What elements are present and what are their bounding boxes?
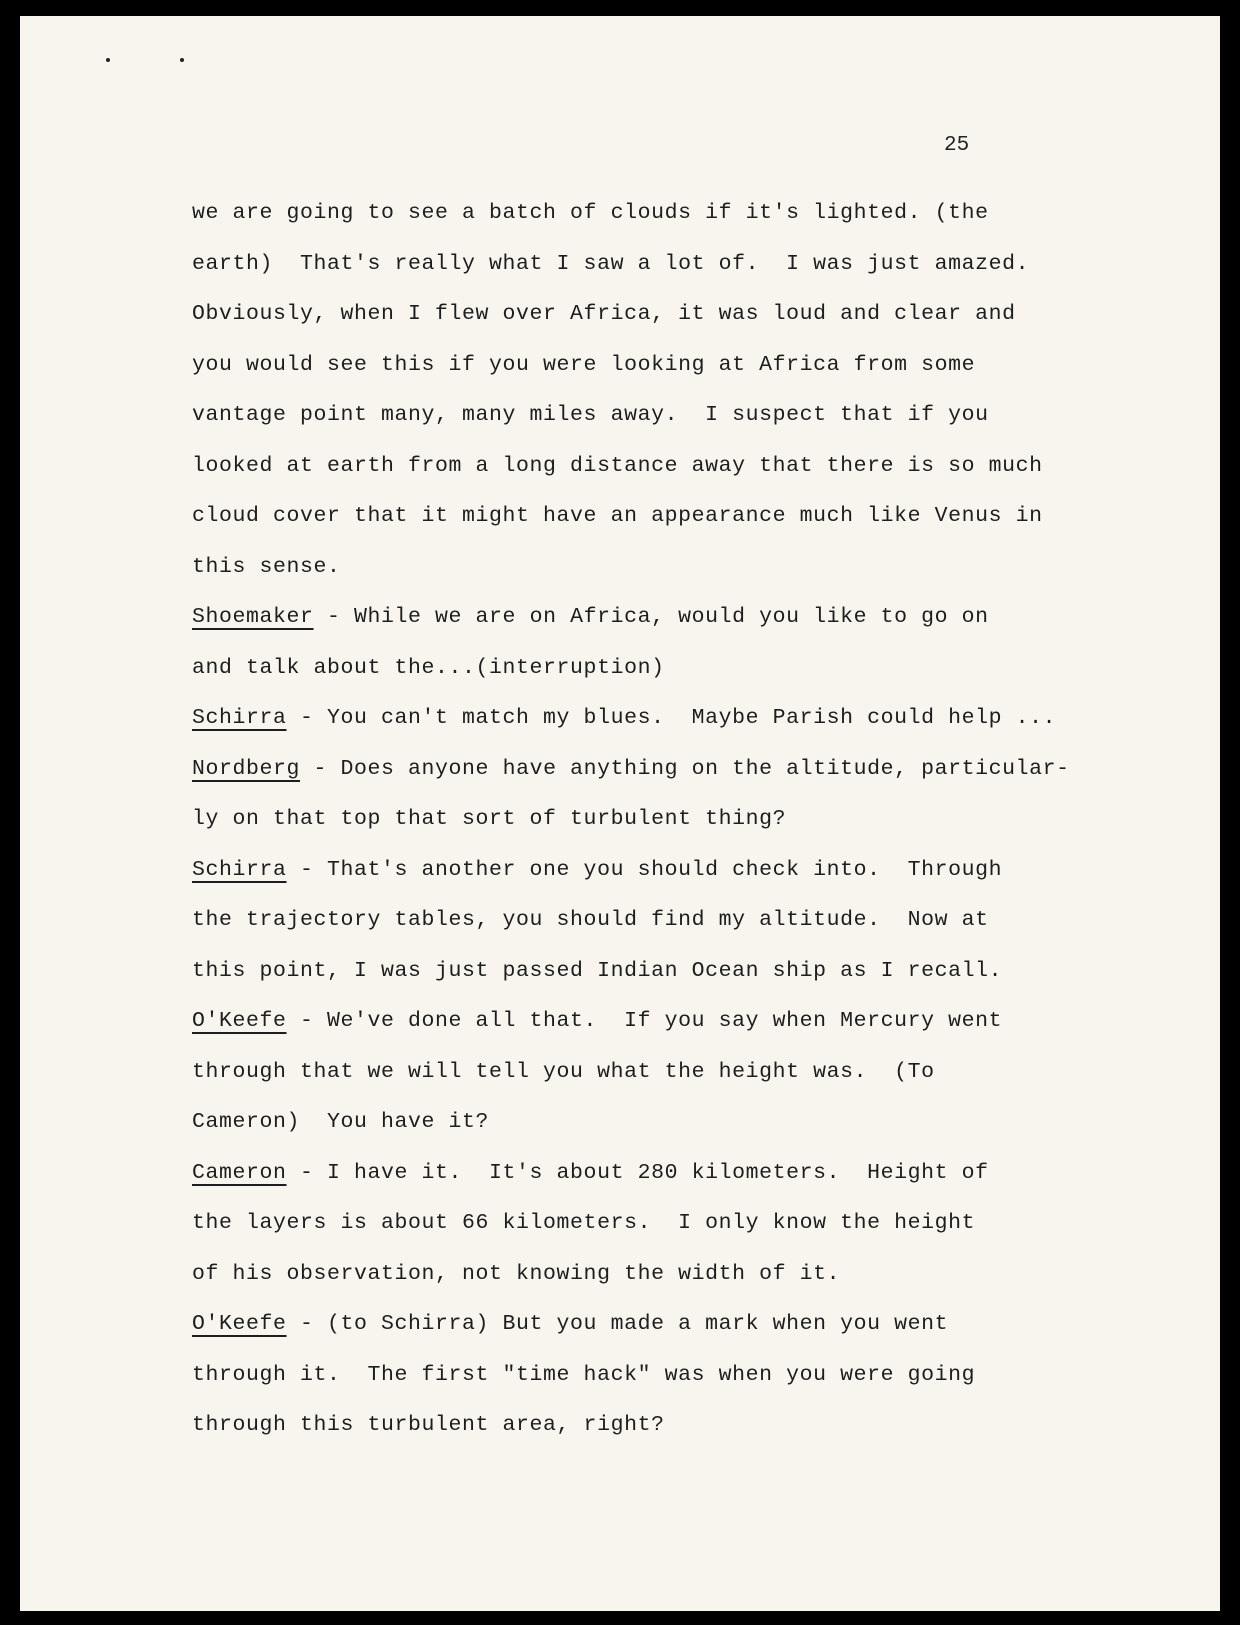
line-text: ly on that top that sort of turbulent thing? bbox=[192, 807, 787, 831]
line-text: looked at earth from a long distance away that there is so much bbox=[192, 453, 1043, 478]
line-text: earth) That's really what I saw a lot of. I was just amazed. bbox=[192, 251, 1030, 276]
punch-dot-right bbox=[180, 58, 184, 62]
transcript-line bbox=[192, 1047, 1182, 1098]
transcript-line bbox=[192, 744, 1182, 795]
transcript-line bbox=[192, 1148, 1182, 1199]
transcript-line bbox=[192, 643, 1182, 694]
transcript-line bbox=[192, 542, 1182, 593]
transcript-body bbox=[192, 188, 1182, 1451]
transcript-line bbox=[192, 592, 1182, 643]
speaker-name: Schirra bbox=[192, 706, 287, 730]
transcript-line bbox=[192, 1350, 1182, 1401]
transcript-line bbox=[192, 1198, 1182, 1249]
transcript-line bbox=[192, 895, 1182, 946]
transcript-line bbox=[192, 441, 1182, 492]
line-text: - That's another one you should check into. Through bbox=[286, 857, 1003, 882]
transcript-line bbox=[192, 390, 1182, 441]
transcript-line bbox=[192, 1249, 1182, 1300]
speaker-name: Nordberg bbox=[192, 756, 301, 781]
page-number: 25 bbox=[944, 134, 970, 157]
punch-dot-left bbox=[106, 58, 110, 62]
transcript-line bbox=[192, 1299, 1182, 1350]
transcript-line bbox=[192, 491, 1182, 542]
speaker-name: O'Keefe bbox=[192, 1312, 287, 1336]
speaker-name: O'Keefe bbox=[192, 1009, 287, 1033]
speaker-name: Cameron bbox=[192, 1160, 287, 1185]
transcript-line bbox=[192, 1400, 1182, 1451]
line-text: - Does anyone have anything on the altitude, particular- bbox=[300, 756, 1070, 781]
transcript-line bbox=[192, 1097, 1182, 1148]
line-text: this sense. bbox=[192, 554, 341, 579]
line-text: - While we are on Africa, would you like to go on bbox=[313, 605, 989, 629]
line-text: vantage point many, many miles away. I suspect that if you bbox=[192, 403, 989, 427]
transcript-line bbox=[192, 188, 1182, 239]
line-text: of his observation, not knowing the width of it. bbox=[192, 1261, 841, 1286]
transcript-line bbox=[192, 289, 1182, 340]
line-text: the layers is about 66 kilometers. I only know the height bbox=[192, 1211, 976, 1235]
speaker-name: Shoemaker bbox=[192, 605, 314, 629]
line-text: and talk about the...(interruption) bbox=[192, 655, 665, 680]
line-text: through this turbulent area, right? bbox=[192, 1413, 665, 1437]
line-text: through that we will tell you what the height was. (To bbox=[192, 1059, 935, 1084]
document-page bbox=[20, 16, 1220, 1611]
line-text: - You can't match my blues. Maybe Parish could help ... bbox=[286, 706, 1057, 730]
transcript-line bbox=[192, 996, 1182, 1047]
line-text: - I have it. It's about 280 kilometers. Height of bbox=[286, 1160, 989, 1185]
transcript-line bbox=[192, 794, 1182, 845]
line-text: - We've done all that. If you say when Mercury went bbox=[286, 1009, 1003, 1033]
line-text: the trajectory tables, you should find my altitude. Now at bbox=[192, 908, 989, 932]
line-text: you would see this if you were looking at Africa from some bbox=[192, 352, 976, 377]
line-text: - (to Schirra) But you made a mark when you went bbox=[286, 1312, 949, 1336]
transcript-line bbox=[192, 845, 1182, 896]
line-text: cloud cover that it might have an appearance much like Venus in bbox=[192, 504, 1043, 528]
transcript-line bbox=[192, 693, 1182, 744]
line-text: we are going to see a batch of clouds if it's lighted. (the bbox=[192, 201, 989, 225]
line-text: through it. The first "time hack" was when you were going bbox=[192, 1362, 976, 1387]
speaker-name: Schirra bbox=[192, 857, 287, 882]
transcript-line bbox=[192, 946, 1182, 997]
transcript-line bbox=[192, 239, 1182, 290]
line-text: Obviously, when I flew over Africa, it was loud and clear and bbox=[192, 302, 1016, 326]
line-text: Cameron) You have it? bbox=[192, 1110, 490, 1134]
line-text: this point, I was just passed Indian Ocean ship as I recall. bbox=[192, 958, 1003, 983]
transcript-line bbox=[192, 340, 1182, 391]
